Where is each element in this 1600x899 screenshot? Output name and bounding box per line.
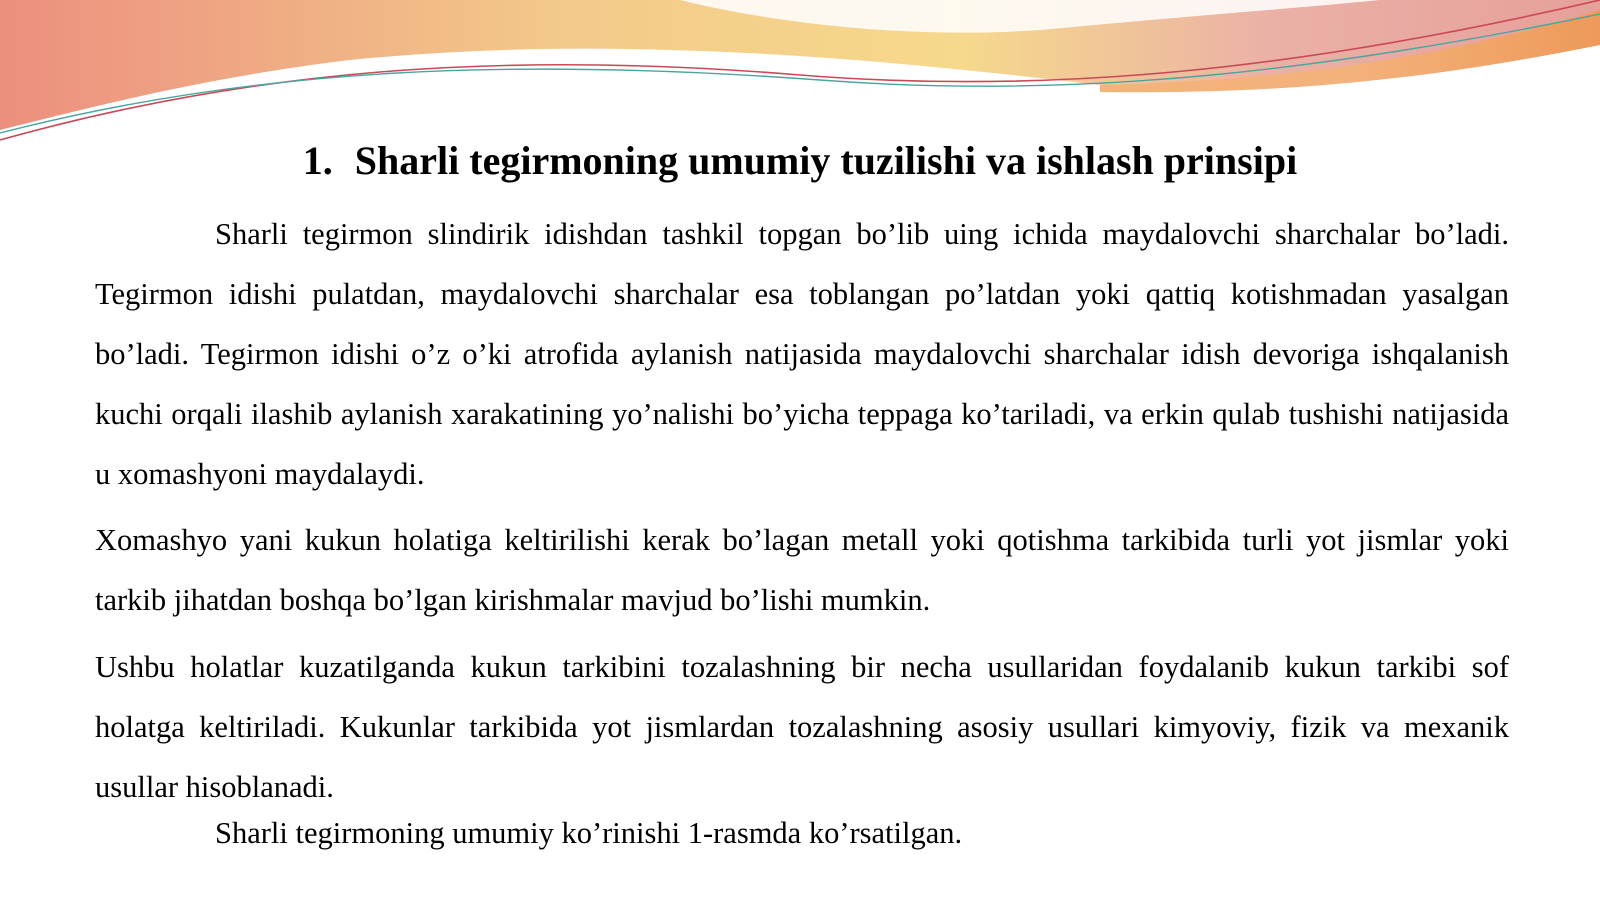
- paragraph-3: Ushbu holatlar kuzatilganda kukun tarkibini tozalashning bir necha usullaridan foydalanib kukun tarkibi sof holatga keltiriladi. Kukunlar tarkibida yot jismlardan tozalashning asosiy usullari kimyoviy, fizik va mexanik usullar hisoblanadi.: [95, 650, 1509, 804]
- paragraph-2: Xomashyo yani kukun holatiga keltirilishi kerak bo’lagan metall yoki qotishma tarkibida turli yot jismlar yoki tarkib jihatdan boshqa bo’lgan kirishmalar mavjud bo’lishi mumkin.: [95, 523, 1509, 617]
- decorative-banner: [0, 0, 1600, 150]
- heading-number: 1.: [302, 138, 333, 183]
- heading-text: Sharli tegirmoning umumiy tuzilishi va ishlash prinsipi: [354, 138, 1298, 183]
- paragraph-1: Sharli tegirmon slindirik idishdan tashkil topgan bo’lib uing ichida maydalovchi sharchalar bo’ladi. Tegirmon idishi pulatdan, maydalovchi sharchalar esa toblangan po’latdan yoki qattiq kotishmadan yasalgan bo’ladi. Tegirmon idishi o’z o’ki atrofida aylanish natijasida maydalovchi sharchalar idish devoriga ishqalanish kuchi orqali ilashib aylanish xarakatining yo’nalishi bo’yicha teppaga ko’tariladi, va erkin qulab tushishi natijasida u xomashyoni maydalaydi.: [95, 217, 1509, 491]
- paragraph-4: Sharli tegirmoning umumiy ko’rinishi 1-rasmda ko’rsatilgan.: [215, 816, 963, 850]
- slide-heading: [0, 134, 1600, 188]
